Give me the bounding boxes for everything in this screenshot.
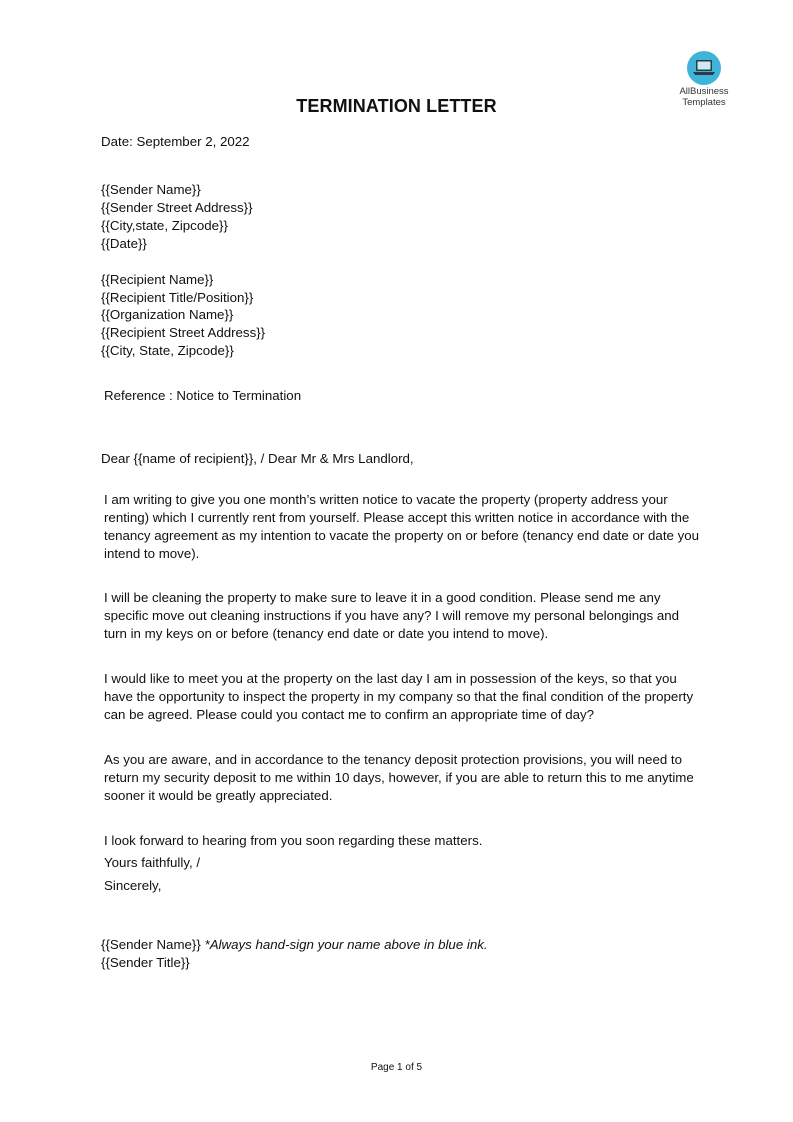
logo-text-line2: Templates: [682, 97, 726, 108]
body-paragraph-1: I am writing to give you one month’s written notice to vacate the property (property address your renting) which I currently rent from yourself. Please accept this written notice in accordance with the tenancy agreement as my intention to vacate the property on or before (tenancy end date or date you intend to move).: [104, 492, 700, 561]
recipient-name: {{Recipient Name}}: [101, 272, 214, 287]
signature-note: *Always hand-sign your name above in blue ink.: [204, 937, 488, 952]
logo-text-line1: AllBusiness: [679, 86, 729, 97]
reference-line: Reference : Notice to Termination: [104, 388, 302, 403]
sender-date: {{Date}}: [101, 236, 147, 251]
body-paragraph-2: I will be cleaning the property to make sure to leave it in a good condition. Please send me any specific move out cleaning instructions if you have any? I will remove my personal belongings and turn in my keys on or before (tenancy end date or date you intend to move).: [104, 590, 680, 641]
recipient-street: {{Recipient Street Address}}: [101, 325, 266, 340]
page-number: Page 1 of 5: [370, 1062, 423, 1073]
document-title: TERMINATION LETTER: [296, 96, 497, 116]
signature-sender-title: {{Sender Title}}: [101, 955, 190, 970]
closing-line: I look forward to hearing from you soon regarding these matters.: [104, 833, 483, 848]
sender-street: {{Sender Street Address}}: [101, 200, 253, 215]
sender-name: {{Sender Name}}: [101, 182, 201, 197]
closing-sincerely: Sincerely,: [104, 878, 162, 893]
date-line: Date: September 2, 2022: [101, 134, 250, 149]
closing-yours-faithfully: Yours faithfully, /: [104, 855, 201, 870]
signature-line: [101, 936, 488, 954]
salutation: Dear {{name of recipient}}, / Dear Mr & Mrs Landlord,: [101, 451, 414, 466]
signature-sender-name: {{Sender Name}}: [101, 937, 201, 952]
body-paragraph-3: I would like to meet you at the property on the last day I am in possession of the keys, so that you have the opportunity to inspect the property in my company so that the final condition of the property can be agreed. Please could you contact me to confirm an appropriate time of day?: [104, 671, 694, 722]
recipient-organization: {{Organization Name}}: [101, 307, 234, 322]
laptop-icon: [686, 50, 722, 86]
body-paragraph-4: As you are aware, and in accordance to the tenancy deposit protection provisions, you will need to return my security deposit to me within 10 days, however, if you are able to return this to me anytime sooner it would be greatly appreciated.: [104, 752, 694, 803]
recipient-title: {{Recipient Title/Position}}: [101, 290, 254, 305]
recipient-city: {{City, State, Zipcode}}: [101, 343, 234, 358]
sender-city: {{City,state, Zipcode}}: [101, 218, 228, 233]
